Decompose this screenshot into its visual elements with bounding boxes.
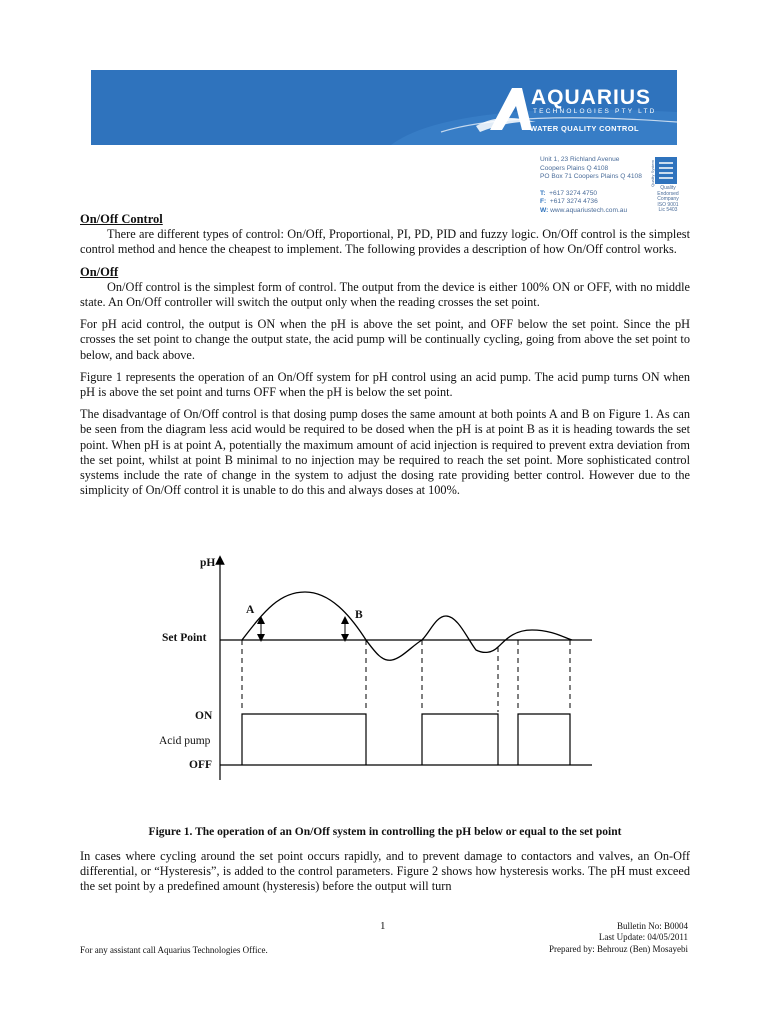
phone-row xyxy=(540,190,642,199)
web-label: W: xyxy=(540,206,549,214)
set-point-label: Set Point xyxy=(162,632,207,644)
company-address xyxy=(540,156,642,216)
address-line-1: Unit 1, 23 Richland Avenue xyxy=(540,156,620,163)
phone-label: T: xyxy=(540,189,546,197)
quality-system-label: Quality System xyxy=(650,160,655,187)
prepared-by: Prepared by: Behrouz (Ben) Mosayebi xyxy=(549,943,688,954)
document-title: On/Off Control xyxy=(80,212,163,226)
acid-pump-label: Acid pump xyxy=(159,735,211,747)
section-heading: On/Off xyxy=(80,264,119,279)
fax-label: F: xyxy=(540,198,547,206)
dashed-guides xyxy=(242,640,570,712)
page-number: 1 xyxy=(380,920,386,932)
address-line-2: Coopers Plains Q 4108 xyxy=(540,164,609,172)
quality-line: ISO 9001 xyxy=(657,201,679,208)
bulletin-number: Bulletin No: B0004 xyxy=(616,921,688,931)
fax: +617 3274 4736 xyxy=(549,198,598,206)
figure-1-diagram xyxy=(140,550,610,810)
document-body-continued xyxy=(80,849,690,895)
bulletin-info xyxy=(549,921,688,955)
intro-paragraph: There are different types of control: On/Off, Proportional, PI, PD, PID and fuzzy logic. On/Off control is the simplest control method and hence the cheapest to implement. The following provides a description of how On/Off control works. xyxy=(80,227,690,257)
quality-line: Company xyxy=(657,196,679,203)
paragraph-3: Figure 1 represents the operation of an On/Off system for pH control using an acid pump. The acid pump turns ON when pH is above the set point and turns OFF when the pH is below the set point. xyxy=(80,369,690,400)
ph-curve xyxy=(242,592,572,660)
off-label: OFF xyxy=(189,759,212,771)
quality-line: Quality xyxy=(660,185,676,191)
phone: +617 3274 4750 xyxy=(549,189,598,197)
address-line-3: PO Box 71 Coopers Plains Q 4108 xyxy=(540,173,642,181)
assist-note: For any assistant call Aquarius Technologies Office. xyxy=(80,945,268,955)
paragraph-4: The disadvantage of On/Off control is that dosing pump doses the same amount at both points A and B on Figure 1. As can be seen from the diagram less acid would be required to be dosed when the pH is at point B as it is heading towards the set point. When pH is at point A, potentially the maximum amount of acid injection is required to prevent extra deviation from the set point, whilst at point B minimal to no injection may be required to reach the set point. More sophisticated control systems include the rate of change in the system to adjust the dosing rate providing better control. However due to the simplicity of On/Off control it is unable to do this and always doses at 100%. xyxy=(80,407,690,498)
fax-row xyxy=(540,198,642,207)
point-b-label: B xyxy=(355,609,363,621)
company-tagline: WATER QUALITY CONTROL xyxy=(530,124,639,133)
pump-signal xyxy=(242,714,570,765)
last-update: Last Update: 04/05/2011 xyxy=(598,932,688,943)
quality-line: Endorsed xyxy=(657,190,679,197)
document-body xyxy=(80,212,690,505)
figure-caption: Figure 1. The operation of an On/Off system in controlling the pH below or equal to the set point xyxy=(148,826,622,838)
quality-text xyxy=(649,186,687,214)
point-a-label: A xyxy=(246,604,255,616)
on-label: ON xyxy=(195,710,213,722)
y-axis-label: pH xyxy=(200,557,216,569)
paragraph-1: On/Off control is the simplest form of control. The output from the device is either 100% ON or OFF, with no middle state. An On/Off controller will switch the output only when the reading crosses the set point. xyxy=(80,279,690,310)
paragraph-5: In cases where cycling around the set point occurs rapidly, and to prevent damage to contactors and valves, an On-Off differential, or “Hysteresis”, is added to the control parameters. Figure 2 shows how hysteresis works. The pH must exceed the set point by a predefined amount (hysteresis) before the output will turn xyxy=(80,849,690,894)
quality-line: Lic 5403 xyxy=(658,207,678,214)
quality-badge-icon xyxy=(655,157,677,184)
paragraph-2: For pH acid control, the output is ON when the pH is above the set point, and OFF below the set point. Since the pH crosses the set point to change the output state, the acid pump will be continually cycling, going from above the set point to below, and back above. xyxy=(80,317,690,362)
company-sub: TECHNOLOGIES PTY LTD xyxy=(533,108,657,115)
company-name: AQUARIUS xyxy=(531,86,652,109)
web: www.aquariustech.com.au xyxy=(550,206,628,214)
